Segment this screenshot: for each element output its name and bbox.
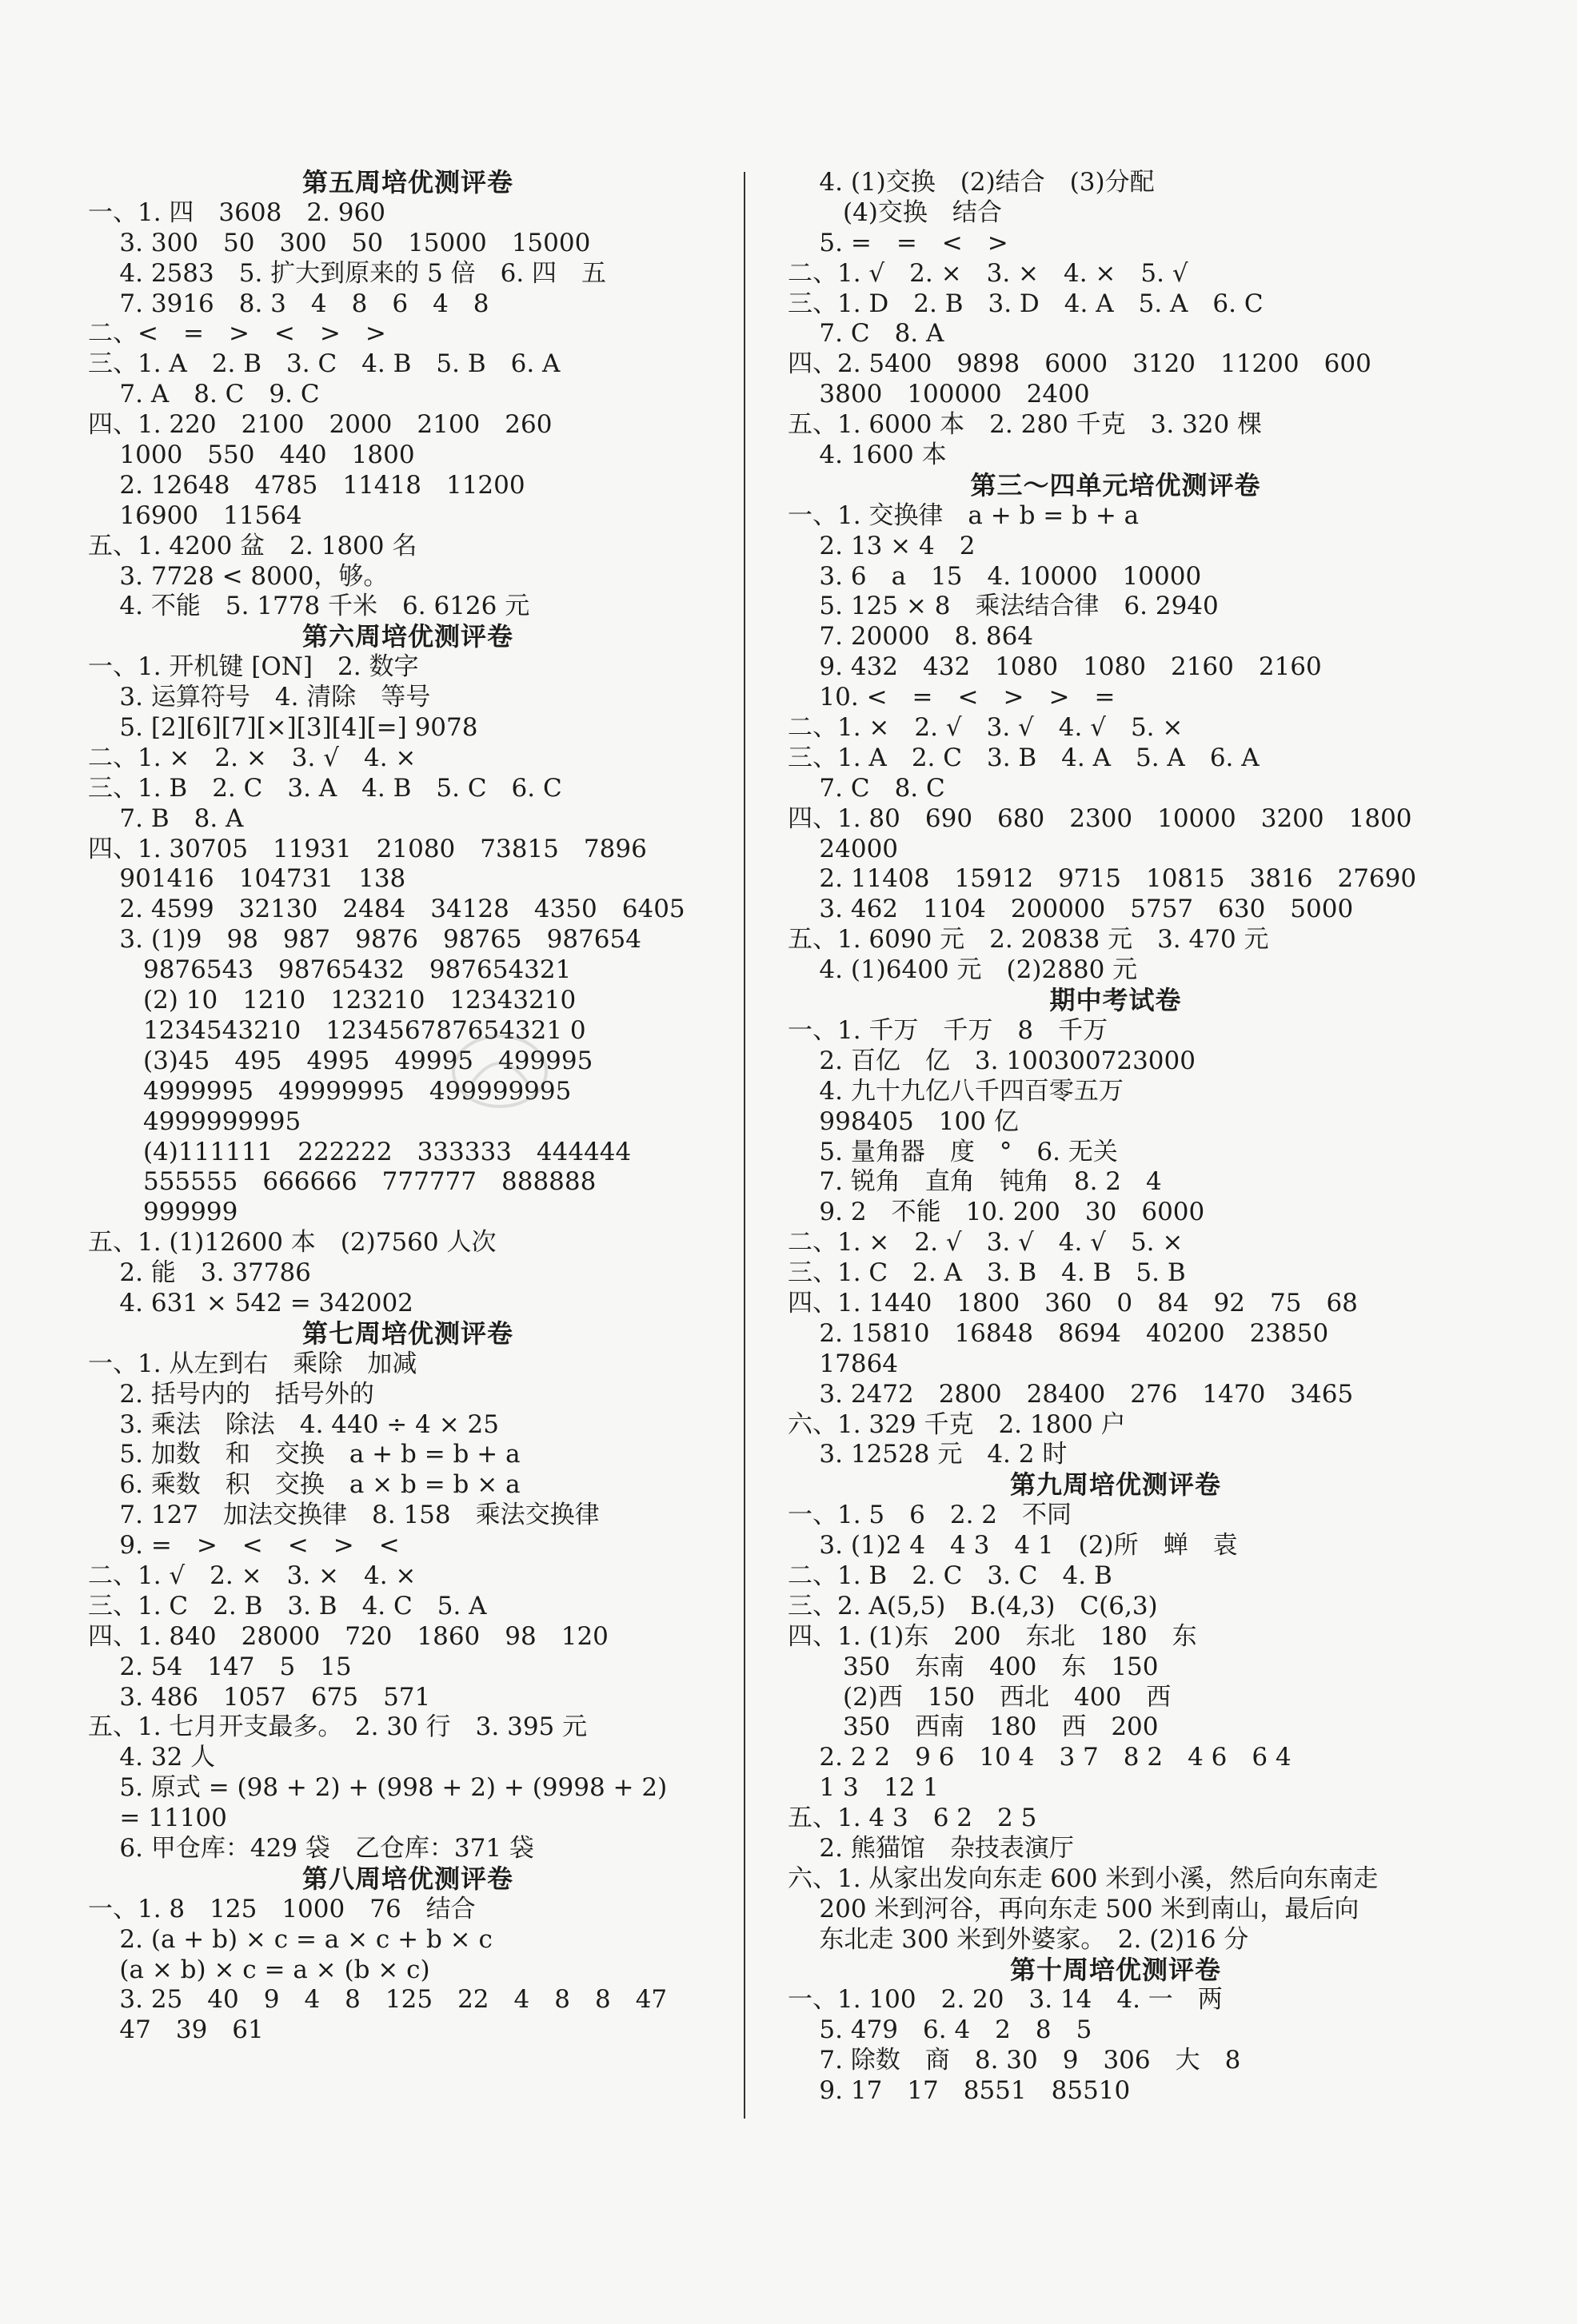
- answer-line: 四、1. 840 28000 720 1860 98 120: [88, 1621, 609, 1651]
- answer-line: 2. 能 3. 37786: [88, 1258, 311, 1288]
- answer-line: 9876543 98765432 987654321: [88, 955, 572, 985]
- answer-line: 6. 甲仓库：429 袋 乙仓库：371 袋: [88, 1833, 534, 1863]
- answer-line: 16900 11564: [88, 500, 302, 530]
- answer-line: 9. 17 17 8551 85510: [788, 2076, 1131, 2106]
- section-title: 第十周培优测评卷: [1009, 1954, 1221, 1985]
- column-divider: [744, 172, 745, 2119]
- section-title: 第六周培优测评卷: [301, 621, 513, 652]
- answer-line: 3. 6 a 15 4. 10000 10000: [788, 561, 1202, 591]
- answer-line: 3. (1)2 4 4 3 4 1 (2)所 蝉 袁: [788, 1531, 1238, 1561]
- answer-line: 2. 熊猫馆 杂技表演厅: [788, 1833, 1074, 1863]
- answer-line: = 11100: [88, 1804, 227, 1833]
- answer-line: 一、1. 5 6 2. 2 不同: [788, 1501, 1072, 1530]
- answer-line: 5. 125 × 8 乘法结合律 6. 2940: [788, 592, 1219, 621]
- answer-line: 4. (1)交换 (2)结合 (3)分配: [788, 168, 1155, 197]
- section-title: 第三～四单元培优测评卷: [970, 469, 1261, 500]
- answer-line: (4)111111 222222 333333 444444: [88, 1137, 632, 1166]
- answer-line: 2. 4599 32130 2484 34128 4350 6405: [88, 895, 685, 924]
- answer-line: 2. 15810 16848 8694 40200 23850: [788, 1318, 1329, 1348]
- answer-line: 5. 479 6. 4 2 8 5: [788, 2015, 1092, 2045]
- answer-line: 7. 锐角 直角 钝角 8. 2 4: [788, 1167, 1162, 1197]
- left-answer-column: [88, 168, 728, 2046]
- answer-line: 555555 666666 777777 888888: [88, 1167, 597, 1197]
- answer-line: 1000 550 440 1800: [88, 440, 415, 470]
- answer-line: 3. 乘法 除法 4. 440 ÷ 4 × 25: [88, 1409, 499, 1439]
- answer-line: (2)西 150 西北 400 西: [788, 1682, 1172, 1712]
- answer-line: 一、1. 开机键 [ON] 2. 数字: [88, 652, 419, 682]
- answer-line: 2. 54 147 5 15: [88, 1652, 352, 1681]
- answer-line: 9. = > < < > <: [88, 1531, 400, 1561]
- answer-line: 3. 25 40 9 4 8 125 22 4 8 8 47: [88, 1985, 668, 2015]
- answer-line: 4. 不能 5. 1778 千米 6. 6126 元: [88, 592, 530, 621]
- answer-line: 3800 100000 2400: [788, 380, 1090, 409]
- answer-line: 五、1. 6090 元 2. 20838 元 3. 470 元: [788, 925, 1269, 955]
- watermark-logo: [448, 1027, 552, 1115]
- answer-line: 三、2. A(5,5) B.(4,3) C(6,3): [788, 1591, 1158, 1620]
- answer-line: 三、1. C 2. A 3. B 4. B 5. B: [788, 1258, 1186, 1288]
- answer-line: 7. C 8. A: [788, 319, 944, 349]
- answer-line: 10. < = < > > =: [788, 683, 1116, 712]
- answer-line: 4999999995: [88, 1106, 301, 1136]
- answer-line: 5. = = < >: [788, 228, 1008, 257]
- answer-line: 7. 除数 商 8. 30 9 306 大 8: [788, 2046, 1241, 2075]
- answer-line: 350 西南 180 西 200: [788, 1712, 1159, 1742]
- answer-line: 1234543210 123456787654321 0: [88, 1015, 586, 1045]
- section-title: 期中考试卷: [1049, 985, 1182, 1016]
- answer-line: 999999: [88, 1198, 238, 1227]
- answer-line: 四、1. 1440 1800 360 0 84 92 75 68: [788, 1288, 1358, 1317]
- answer-line: 三、1. D 2. B 3. D 4. A 5. A 6. C: [788, 289, 1264, 318]
- answer-line: 47 39 61: [88, 2015, 264, 2045]
- answer-line: 7. 3916 8. 3 4 8 6 4 8: [88, 289, 489, 318]
- section-title: 第七周培优测评卷: [301, 1317, 513, 1349]
- answer-line: 二、1. √ 2. × 3. × 4. × 5. √: [788, 258, 1188, 288]
- section-title: 第八周培优测评卷: [301, 1863, 513, 1894]
- answer-line: 4. (1)6400 元 (2)2880 元: [788, 955, 1138, 985]
- answer-line: 六、1. 329 千克 2. 1800 户: [788, 1409, 1126, 1439]
- answer-line: 3. (1)9 98 987 9876 98765 987654: [88, 925, 641, 955]
- answer-line: 3. 2472 2800 28400 276 1470 3465: [788, 1379, 1354, 1409]
- answer-line: (2) 10 1210 123210 12343210: [88, 986, 577, 1015]
- answer-line: 三、1. A 2. C 3. B 4. A 5. A 6. A: [788, 743, 1260, 772]
- answer-line: 2. 百亿 亿 3. 100300723000: [788, 1046, 1196, 1075]
- answer-line: (4)交换 结合: [788, 197, 1002, 227]
- answer-line: 3. 300 50 300 50 15000 15000: [88, 228, 591, 257]
- answer-line: 三、1. C 2. B 3. B 4. C 5. A: [88, 1591, 487, 1620]
- answer-line: 三、1. B 2. C 3. A 4. B 5. C 6. C: [88, 773, 562, 803]
- answer-line: 四、1. (1)东 200 东北 180 东: [788, 1621, 1197, 1651]
- answer-line: 4999995 49999995 499999995: [88, 1076, 572, 1106]
- answer-line: 5. [2][6][7][×][3][4][=] 9078: [88, 713, 478, 743]
- answer-line: 五、1. 七月开支最多。 2. 30 行 3. 395 元: [88, 1712, 588, 1742]
- answer-line: 3. 462 1104 200000 5757 630 5000: [788, 895, 1354, 924]
- answer-line: 一、1. 千万 千万 8 千万: [788, 1015, 1108, 1045]
- answer-line: 一、1. 100 2. 20 3. 14 4. 一 两: [788, 1985, 1223, 2015]
- answer-line: 二、1. × 2. √ 3. √ 4. √ 5. ×: [788, 1228, 1184, 1258]
- answer-line: 五、1. 6000 本 2. 280 千克 3. 320 棵: [788, 410, 1263, 440]
- answer-line: 二、< = > < > >: [88, 319, 386, 349]
- answer-line: 4. 2583 5. 扩大到原来的 5 倍 6. 四 五: [88, 258, 607, 288]
- answer-line: 7. B 8. A: [88, 803, 244, 833]
- answer-line: 4. 1600 本: [788, 440, 947, 470]
- answer-line: 5. 加数 和 交换 a + b = b + a: [88, 1440, 521, 1469]
- answer-line: 2. 括号内的 括号外的: [88, 1379, 374, 1409]
- answer-line: 350 东南 400 东 150: [788, 1652, 1159, 1681]
- answer-line: 4. 32 人: [88, 1743, 216, 1772]
- answer-line: (3)45 495 4995 49995 499995: [88, 1046, 593, 1075]
- answer-line: 五、1. 4200 盆 2. 1800 名: [88, 531, 417, 560]
- section-title: 第九周培优测评卷: [1009, 1469, 1221, 1501]
- answer-line: 2. 13 × 4 2: [788, 531, 976, 560]
- answer-line: 五、1. (1)12600 本 (2)7560 人次: [88, 1228, 497, 1258]
- answer-line: 9. 2 不能 10. 200 30 6000: [788, 1198, 1205, 1227]
- answer-line: 六、1. 从家出发向东走 600 米到小溪，然后向东南走: [788, 1864, 1379, 1893]
- answer-line: 7. A 8. C 9. C: [88, 380, 320, 409]
- answer-line: 4. 631 × 542 = 342002: [88, 1288, 413, 1317]
- answer-line: 5. 量角器 度 ° 6. 无关: [788, 1137, 1118, 1166]
- answer-line: 四、2. 5400 9898 6000 3120 11200 600: [788, 349, 1371, 379]
- answer-line: 一、1. 交换律 a + b = b + a: [788, 500, 1140, 530]
- right-answer-column: [788, 168, 1443, 2107]
- answer-line: 一、1. 8 125 1000 76 结合: [88, 1894, 476, 1923]
- answer-line: 2. 12648 4785 11418 11200: [88, 470, 525, 500]
- answer-line: 2. (a + b) × c = a × c + b × c: [88, 1924, 493, 1954]
- answer-line: 1 3 12 1: [788, 1773, 939, 1803]
- answer-line: 3. 486 1057 675 571: [88, 1682, 431, 1712]
- answer-line: 6. 乘数 积 交换 a × b = b × a: [88, 1470, 521, 1500]
- answer-line: 五、1. 4 3 6 2 2 5: [788, 1804, 1037, 1833]
- answer-line: 4. 九十九亿八千四百零五万: [788, 1076, 1124, 1106]
- answer-line: 7. 20000 8. 864: [788, 622, 1034, 652]
- answer-line: 901416 104731 138: [88, 864, 406, 894]
- answer-line: 二、1. × 2. √ 3. √ 4. √ 5. ×: [788, 713, 1184, 743]
- answer-line: 5. 原式 = (98 + 2) + (998 + 2) + (9998 + 2): [88, 1773, 668, 1803]
- answer-line: 二、1. B 2. C 3. C 4. B: [788, 1561, 1112, 1590]
- answer-line: 2. 2 2 9 6 10 4 3 7 8 2 4 6 6 4: [788, 1743, 1292, 1772]
- answer-line: 3. 运算符号 4. 清除 等号: [88, 683, 431, 712]
- answer-line: 9. 432 432 1080 1080 2160 2160: [788, 652, 1322, 682]
- answer-line: 四、1. 220 2100 2000 2100 260: [88, 410, 553, 440]
- answer-line: 四、1. 80 690 680 2300 10000 3200 1800: [788, 803, 1412, 833]
- answer-line: (a × b) × c = a × (b × c): [88, 1955, 430, 1984]
- answer-line: 四、1. 30705 11931 21080 73815 7896: [88, 834, 647, 863]
- answer-line: 3. 7728 < 8000，够。: [88, 561, 389, 591]
- section-title: 第五周培优测评卷: [301, 167, 513, 197]
- answer-line: 一、1. 从左到右 乘除 加减: [88, 1349, 417, 1378]
- answer-line: 二、1. × 2. × 3. √ 4. ×: [88, 743, 417, 772]
- answer-line: 17864: [788, 1349, 899, 1378]
- answer-line: 二、1. √ 2. × 3. × 4. ×: [88, 1561, 417, 1590]
- answer-line: 7. C 8. C: [788, 773, 945, 803]
- answer-line: 3. 12528 元 4. 2 时: [788, 1440, 1068, 1469]
- answer-line: 三、1. A 2. B 3. C 4. B 5. B 6. A: [88, 349, 561, 379]
- answer-line: 2. 11408 15912 9715 10815 3816 27690: [788, 864, 1417, 894]
- answer-line: 998405 100 亿: [788, 1106, 1019, 1136]
- answer-line: 200 米到河谷，再向东走 500 米到南山，最后向: [788, 1894, 1359, 1923]
- answer-line: 东北走 300 米到外婆家。 2. (2)16 分: [788, 1924, 1249, 1954]
- answer-line: 7. 127 加法交换律 8. 158 乘法交换律: [88, 1501, 600, 1530]
- answer-line: 24000: [788, 834, 899, 863]
- answer-line: 一、1. 四 3608 2. 960: [88, 197, 385, 227]
